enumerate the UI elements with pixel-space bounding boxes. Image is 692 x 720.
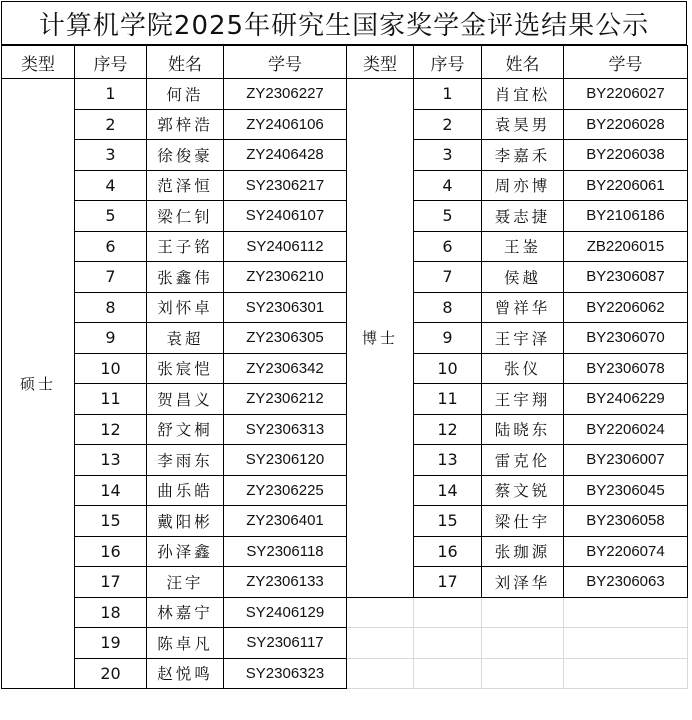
master-name-cell: 戴阳彬 bbox=[147, 506, 224, 537]
doctor-number-cell: 11 bbox=[414, 384, 482, 415]
master-student-id-cell: ZY2306227 bbox=[224, 79, 347, 110]
table-row bbox=[2, 658, 688, 689]
master-name-cell: 刘怀卓 bbox=[147, 292, 224, 323]
header-student-id: 学号 bbox=[224, 46, 347, 79]
doctor-student-id-cell: BY2306078 bbox=[564, 353, 688, 384]
master-name-cell: 孙泽鑫 bbox=[147, 536, 224, 567]
master-student-id-cell: ZY2306133 bbox=[224, 567, 347, 598]
master-student-id-cell: SY2406107 bbox=[224, 201, 347, 232]
page-title: 计算机学院2025年研究生国家奖学金评选结果公示 bbox=[1, 1, 687, 45]
doctor-name-cell: 刘泽华 bbox=[482, 567, 564, 598]
doctor-number-cell: 5 bbox=[414, 201, 482, 232]
master-student-id-cell: SY2306323 bbox=[224, 658, 347, 689]
header-number: 序号 bbox=[75, 46, 147, 79]
master-name-cell: 汪宇 bbox=[147, 567, 224, 598]
table-row bbox=[2, 262, 688, 293]
master-number-cell: 17 bbox=[75, 567, 147, 598]
header-type: 类型 bbox=[347, 46, 414, 79]
doctor-number-cell: 16 bbox=[414, 536, 482, 567]
master-number-cell: 9 bbox=[75, 323, 147, 354]
doctor-student-id-cell: BY2306063 bbox=[564, 567, 688, 598]
doctor-name-cell: 张仪 bbox=[482, 353, 564, 384]
doctor-name-cell: 梁仕宇 bbox=[482, 506, 564, 537]
master-name-cell: 曲乐皓 bbox=[147, 475, 224, 506]
doctor-student-id-cell: BY2306007 bbox=[564, 445, 688, 476]
empty-cell bbox=[347, 658, 414, 689]
master-number-cell: 11 bbox=[75, 384, 147, 415]
table-row bbox=[2, 140, 688, 171]
master-student-id-cell: ZY2306401 bbox=[224, 506, 347, 537]
doctor-number-cell: 2 bbox=[414, 109, 482, 140]
master-name-cell: 梁仁钊 bbox=[147, 201, 224, 232]
doctor-number-cell: 14 bbox=[414, 475, 482, 506]
doctor-student-id-cell: BY2206038 bbox=[564, 140, 688, 171]
master-name-cell: 何浩 bbox=[147, 79, 224, 110]
empty-cell bbox=[414, 658, 482, 689]
table-row bbox=[2, 628, 688, 659]
master-name-cell: 王子铭 bbox=[147, 231, 224, 262]
doctor-name-cell: 王崟 bbox=[482, 231, 564, 262]
header-name: 姓名 bbox=[482, 46, 564, 79]
empty-cell bbox=[564, 658, 688, 689]
master-student-id-cell: SY2306313 bbox=[224, 414, 347, 445]
empty-cell bbox=[414, 597, 482, 628]
master-name-cell: 张鑫伟 bbox=[147, 262, 224, 293]
table-row bbox=[2, 292, 688, 323]
doctor-student-id-cell: BY2206028 bbox=[564, 109, 688, 140]
master-student-id-cell: ZY2406428 bbox=[224, 140, 347, 171]
table-row bbox=[2, 475, 688, 506]
doctor-student-id-cell: BY2306045 bbox=[564, 475, 688, 506]
table-row bbox=[2, 323, 688, 354]
doctor-student-id-cell: BY2206027 bbox=[564, 79, 688, 110]
empty-cell bbox=[482, 597, 564, 628]
master-number-cell: 2 bbox=[75, 109, 147, 140]
doctor-number-cell: 9 bbox=[414, 323, 482, 354]
header-type: 类型 bbox=[2, 46, 75, 79]
table-row bbox=[2, 384, 688, 415]
master-student-id-cell: SY2306120 bbox=[224, 445, 347, 476]
doctor-name-cell: 雷克伦 bbox=[482, 445, 564, 476]
table-row bbox=[2, 353, 688, 384]
table-row bbox=[2, 597, 688, 628]
master-student-id-cell: ZY2306305 bbox=[224, 323, 347, 354]
doctor-student-id-cell: BY2206074 bbox=[564, 536, 688, 567]
doctor-type-cell: 博士 bbox=[347, 79, 414, 598]
master-number-cell: 20 bbox=[75, 658, 147, 689]
master-student-id-cell: ZY2306342 bbox=[224, 353, 347, 384]
doctor-name-cell: 周亦博 bbox=[482, 170, 564, 201]
doctor-student-id-cell: BY2306070 bbox=[564, 323, 688, 354]
master-student-id-cell: ZY2306210 bbox=[224, 262, 347, 293]
doctor-student-id-cell: BY2306087 bbox=[564, 262, 688, 293]
master-name-cell: 范泽恒 bbox=[147, 170, 224, 201]
doctor-name-cell: 张珈源 bbox=[482, 536, 564, 567]
table-row bbox=[2, 109, 688, 140]
doctor-number-cell: 12 bbox=[414, 414, 482, 445]
master-name-cell: 林嘉宁 bbox=[147, 597, 224, 628]
master-student-id-cell: SY2306118 bbox=[224, 536, 347, 567]
doctor-name-cell: 王宇泽 bbox=[482, 323, 564, 354]
master-number-cell: 16 bbox=[75, 536, 147, 567]
doctor-name-cell: 聂志捷 bbox=[482, 201, 564, 232]
master-number-cell: 14 bbox=[75, 475, 147, 506]
master-number-cell: 6 bbox=[75, 231, 147, 262]
master-number-cell: 5 bbox=[75, 201, 147, 232]
doctor-student-id-cell: BY2406229 bbox=[564, 384, 688, 415]
master-student-id-cell: SY2406112 bbox=[224, 231, 347, 262]
master-name-cell: 赵悦鸣 bbox=[147, 658, 224, 689]
table-row bbox=[2, 170, 688, 201]
doctor-student-id-cell: BY2206062 bbox=[564, 292, 688, 323]
master-student-id-cell: SY2406129 bbox=[224, 597, 347, 628]
master-name-cell: 贺昌义 bbox=[147, 384, 224, 415]
master-student-id-cell: SY2306217 bbox=[224, 170, 347, 201]
table-row bbox=[2, 231, 688, 262]
master-name-cell: 袁超 bbox=[147, 323, 224, 354]
doctor-student-id-cell: ZB2206015 bbox=[564, 231, 688, 262]
master-number-cell: 1 bbox=[75, 79, 147, 110]
empty-cell bbox=[347, 628, 414, 659]
master-student-id-cell: ZY2406106 bbox=[224, 109, 347, 140]
table-row bbox=[2, 414, 688, 445]
master-number-cell: 18 bbox=[75, 597, 147, 628]
table-row bbox=[2, 506, 688, 537]
master-student-id-cell: ZY2306212 bbox=[224, 384, 347, 415]
empty-cell bbox=[347, 597, 414, 628]
empty-cell bbox=[564, 628, 688, 659]
master-number-cell: 10 bbox=[75, 353, 147, 384]
doctor-number-cell: 7 bbox=[414, 262, 482, 293]
master-number-cell: 7 bbox=[75, 262, 147, 293]
master-name-cell: 张宸恺 bbox=[147, 353, 224, 384]
master-number-cell: 15 bbox=[75, 506, 147, 537]
master-name-cell: 陈卓凡 bbox=[147, 628, 224, 659]
empty-cell bbox=[482, 628, 564, 659]
master-student-id-cell: SY2306117 bbox=[224, 628, 347, 659]
doctor-student-id-cell: BY2206024 bbox=[564, 414, 688, 445]
master-number-cell: 3 bbox=[75, 140, 147, 171]
table-row bbox=[2, 79, 688, 110]
doctor-student-id-cell: BY2206061 bbox=[564, 170, 688, 201]
master-number-cell: 4 bbox=[75, 170, 147, 201]
master-type-cell: 硕士 bbox=[2, 79, 75, 689]
doctor-name-cell: 肖宜松 bbox=[482, 79, 564, 110]
table-row bbox=[2, 536, 688, 567]
table-row bbox=[2, 201, 688, 232]
master-name-cell: 李雨东 bbox=[147, 445, 224, 476]
doctor-name-cell: 曾祥华 bbox=[482, 292, 564, 323]
master-number-cell: 13 bbox=[75, 445, 147, 476]
header-name: 姓名 bbox=[147, 46, 224, 79]
master-number-cell: 8 bbox=[75, 292, 147, 323]
doctor-name-cell: 袁昊男 bbox=[482, 109, 564, 140]
empty-cell bbox=[482, 658, 564, 689]
results-table bbox=[1, 45, 688, 689]
doctor-name-cell: 李嘉禾 bbox=[482, 140, 564, 171]
master-name-cell: 徐俊豪 bbox=[147, 140, 224, 171]
table-row bbox=[2, 567, 688, 598]
master-student-id-cell: SY2306301 bbox=[224, 292, 347, 323]
master-name-cell: 舒文桐 bbox=[147, 414, 224, 445]
master-number-cell: 12 bbox=[75, 414, 147, 445]
master-name-cell: 郭梓浩 bbox=[147, 109, 224, 140]
doctor-number-cell: 8 bbox=[414, 292, 482, 323]
header-number: 序号 bbox=[414, 46, 482, 79]
table-body bbox=[2, 79, 688, 689]
doctor-number-cell: 1 bbox=[414, 79, 482, 110]
doctor-name-cell: 蔡文锐 bbox=[482, 475, 564, 506]
doctor-number-cell: 10 bbox=[414, 353, 482, 384]
doctor-number-cell: 3 bbox=[414, 140, 482, 171]
award-sheet bbox=[1, 1, 691, 718]
doctor-student-id-cell: BY2106186 bbox=[564, 201, 688, 232]
header-row bbox=[2, 46, 688, 79]
doctor-name-cell: 王宇翔 bbox=[482, 384, 564, 415]
doctor-number-cell: 17 bbox=[414, 567, 482, 598]
doctor-number-cell: 6 bbox=[414, 231, 482, 262]
header-student-id: 学号 bbox=[564, 46, 688, 79]
doctor-number-cell: 13 bbox=[414, 445, 482, 476]
doctor-number-cell: 4 bbox=[414, 170, 482, 201]
master-number-cell: 19 bbox=[75, 628, 147, 659]
doctor-name-cell: 侯越 bbox=[482, 262, 564, 293]
empty-cell bbox=[564, 597, 688, 628]
doctor-name-cell: 陆晓东 bbox=[482, 414, 564, 445]
empty-cell bbox=[414, 628, 482, 659]
doctor-number-cell: 15 bbox=[414, 506, 482, 537]
master-student-id-cell: ZY2306225 bbox=[224, 475, 347, 506]
table-row bbox=[2, 445, 688, 476]
doctor-student-id-cell: BY2306058 bbox=[564, 506, 688, 537]
